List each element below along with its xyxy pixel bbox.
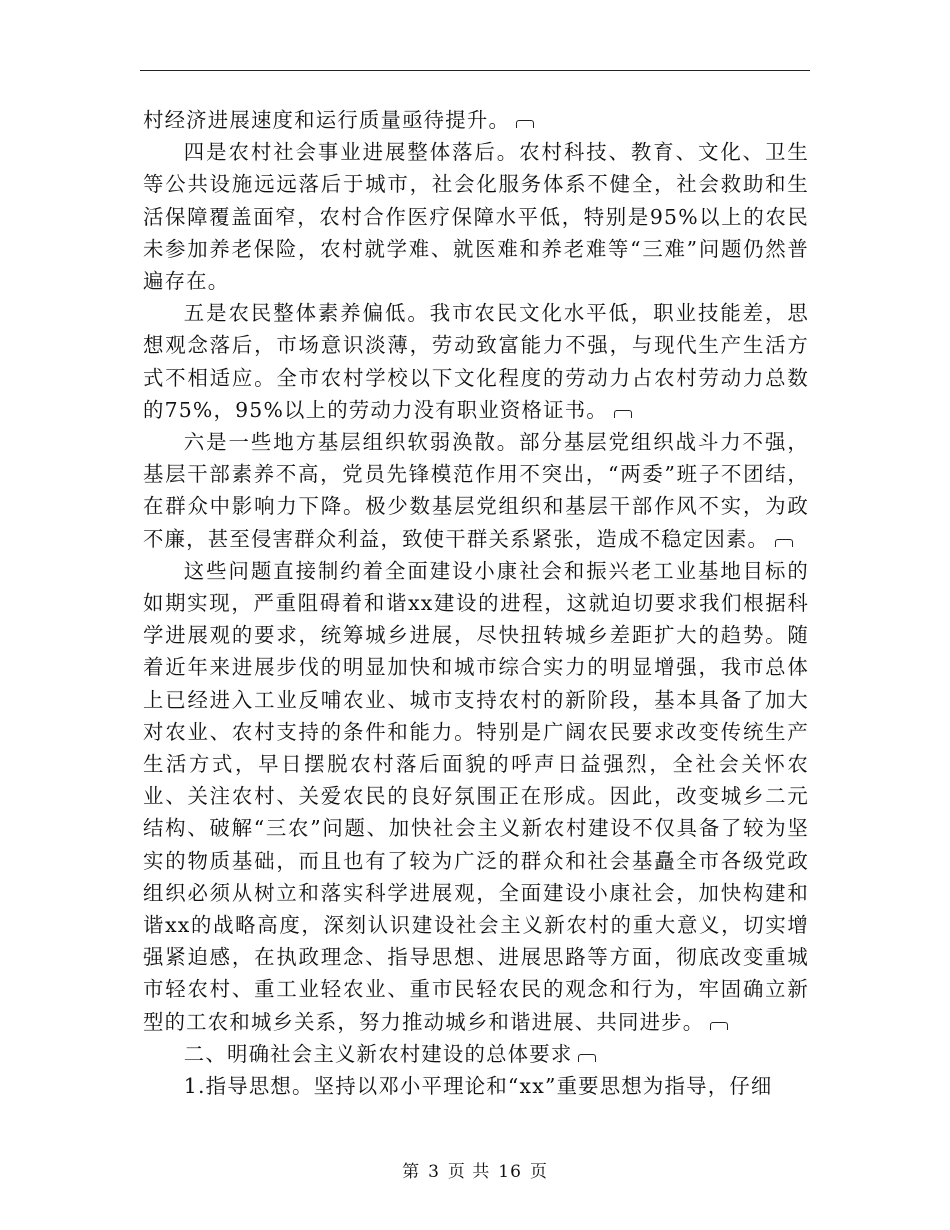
paragraph-guiding-thought <box>143 1070 809 1102</box>
footer-total-pages: 16 <box>498 1162 522 1182</box>
section-heading-text: 二、明确社会主义新农村建设的总体要求 <box>183 1041 573 1066</box>
paragraph-text: 这些问题直接制约着全面建设小康社会和振兴老工业基地目标的如期实现，严重阻碍着和谐xx建设的进程，这就迫切要求我们根据科学进展观的要求，统筹城乡进展，尽快扭转城乡差距扩大的趋势。随着近年来进展步伐的明显加快和城市综合实力的明显增强，我市总体上已经进入工业反哺农业、城市支持农村的新阶段，基本具备了加大对农业、农村支持的条件和能力。特别是广阔农民要求改变传统生产生活方式，早日摆脱农村落后面貌的呼声日益强烈，全社会关怀农业、关注农村、关爱农民的良好氛围正在形成。因此，改变城乡二元结构、破解“三农”问题、加快社会主义新农村建设不仅具备了较为坚实的物质基础，而且也有了较为广泛的群众和社会基矗全市各级党政组织必须从树立和落实科学进展观，全面建设小康社会，加快构建和谐xx的战略高度，深刻认识建设社会主义新农村的重大意义，切实增强紧迫感，在执政理念、指导思想、进展思路等方面，彻底改变重城市轻农村、重工业轻农业、重市民轻农民的观念和行为，牢固确立新型的工农和城乡关系，努力推动城乡和谐进展、共同进步。 <box>143 558 809 1034</box>
header-rule <box>140 70 810 71</box>
footer-middle: 页 共 <box>447 1162 491 1182</box>
document-body <box>143 104 809 1102</box>
page-footer <box>0 1157 950 1182</box>
paragraph-continued <box>143 104 809 136</box>
paragraph-point-five <box>143 297 809 426</box>
footer-page-number: 3 <box>428 1162 440 1182</box>
paragraph-mark-icon <box>614 410 632 418</box>
section-heading <box>143 1038 809 1070</box>
paragraph-mark-icon <box>578 1054 596 1062</box>
paragraph-point-four <box>143 136 809 297</box>
footer-prefix: 第 <box>402 1162 421 1182</box>
paragraph-mark-icon <box>516 120 534 128</box>
footer-suffix: 页 <box>529 1162 548 1182</box>
paragraph-text: 村经济进展速度和运行质量亟待提升。 <box>143 108 511 132</box>
paragraph-point-six <box>143 426 809 555</box>
paragraph-text: 1.指导思想。坚持以邓小平理论和“xx”重要思想为指导，仔细 <box>183 1074 773 1099</box>
paragraph-text: 六是一些地方基层组织软弱涣散。部分基层党组织战斗力不强，基层干部素养不高，党员先锋模范作用不突出，“两委”班子不团结，在群众中影响力下降。极少数基层党组织和基层干部作风不实，为政不廉，甚至侵害群众利益，致使干群关系紧张，造成不稳定因素。 <box>143 430 809 551</box>
paragraph-text: 四是农村社会事业进展整体落后。农村科技、教育、文化、卫生等公共设施远远落后于城市，社会化服务体系不健全，社会救助和生活保障覆盖面窄，农村合作医疗保障水平低，特别是95%以上的农民未参加养老保险，农村就学难、就医难和养老难等“三难”问题仍然普遍存在。 <box>143 140 809 294</box>
paragraph-mark-icon <box>710 1022 728 1030</box>
paragraph-summary <box>143 555 809 1038</box>
paragraph-text: 五是农民整体素养偏低。我市农民文化水平低，职业技能差，思想观念落后，市场意识淡薄，劳动致富能力不强，与现代生产生活方式不相适应。全市农村学校以下文化程度的劳动力占农村劳动力总数的75%，95%以上的劳动力没有职业资格证书。 <box>143 301 809 422</box>
paragraph-mark-icon <box>775 539 793 547</box>
